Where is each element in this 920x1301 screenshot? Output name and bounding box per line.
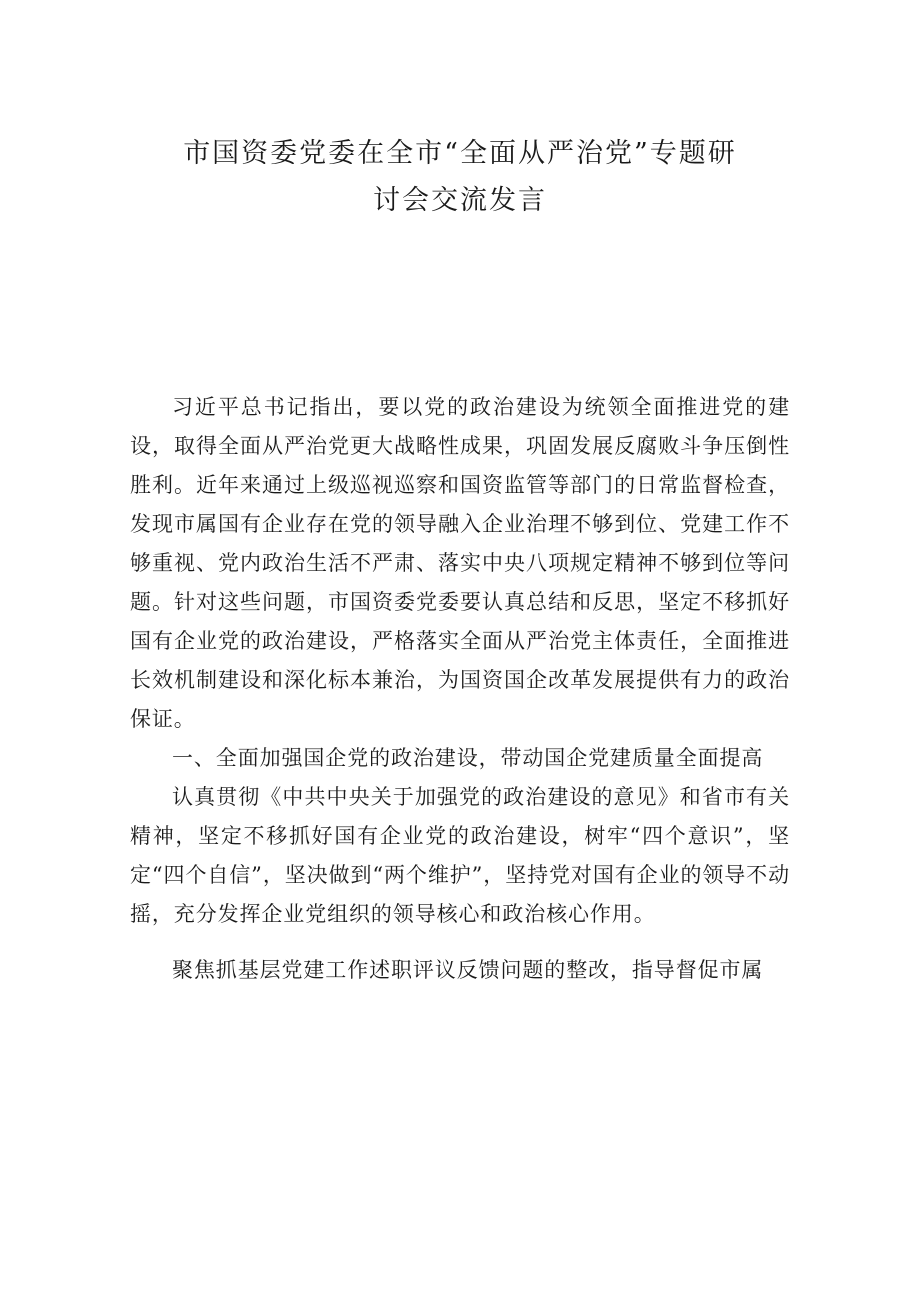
paragraph-continued: 聚焦抓基层党建工作述职评议反馈问题的整改，指导督促市属: [172, 958, 764, 982]
title-line-1: 市国资委党委在全市“全面从严治党”专题研: [183, 138, 737, 169]
paragraph-intro: 习近平总书记指出，要以党的政治建设为统领全面推进党的建设，取得全面从严治党更大战略性成果，巩固发展反腐败斗争压倒性胜利。近年来通过上级巡视巡察和国资监管等部门的日常监督检查，发现市属国有企业存在党的领导融入企业治理不够到位、党建工作不够重视、党内政治生活不严肃、落实中央八项规定精神不够到位等问题。针对这些问题，市国资委党委要认真总结和反思，坚定不移抓好国有企业党的政治建设，严格落实全面从严治党主体责任，全面推进长效机制建设和深化标本兼治，为国资国企改革发展提供有力的政治保证。: [130, 395, 790, 731]
title-line-2: 讨会交流发言: [373, 185, 547, 216]
paragraph-section-1: 认真贯彻《中共中央关于加强党的政治建设的意见》和省市有关精神，坚定不移抓好国有企业党的政治建设，树牢“四个意识”，坚定“四个自信”，坚决做到“两个维护”，坚持党对国有企业的领导不动摇，充分发挥企业党组织的领导核心和政治核心作用。: [130, 785, 790, 926]
section-heading-1: 一、全面加强国企党的政治建设，带动国企党建质量全面提高: [172, 746, 764, 770]
document-title: [130, 130, 790, 224]
document-body: [130, 388, 790, 990]
